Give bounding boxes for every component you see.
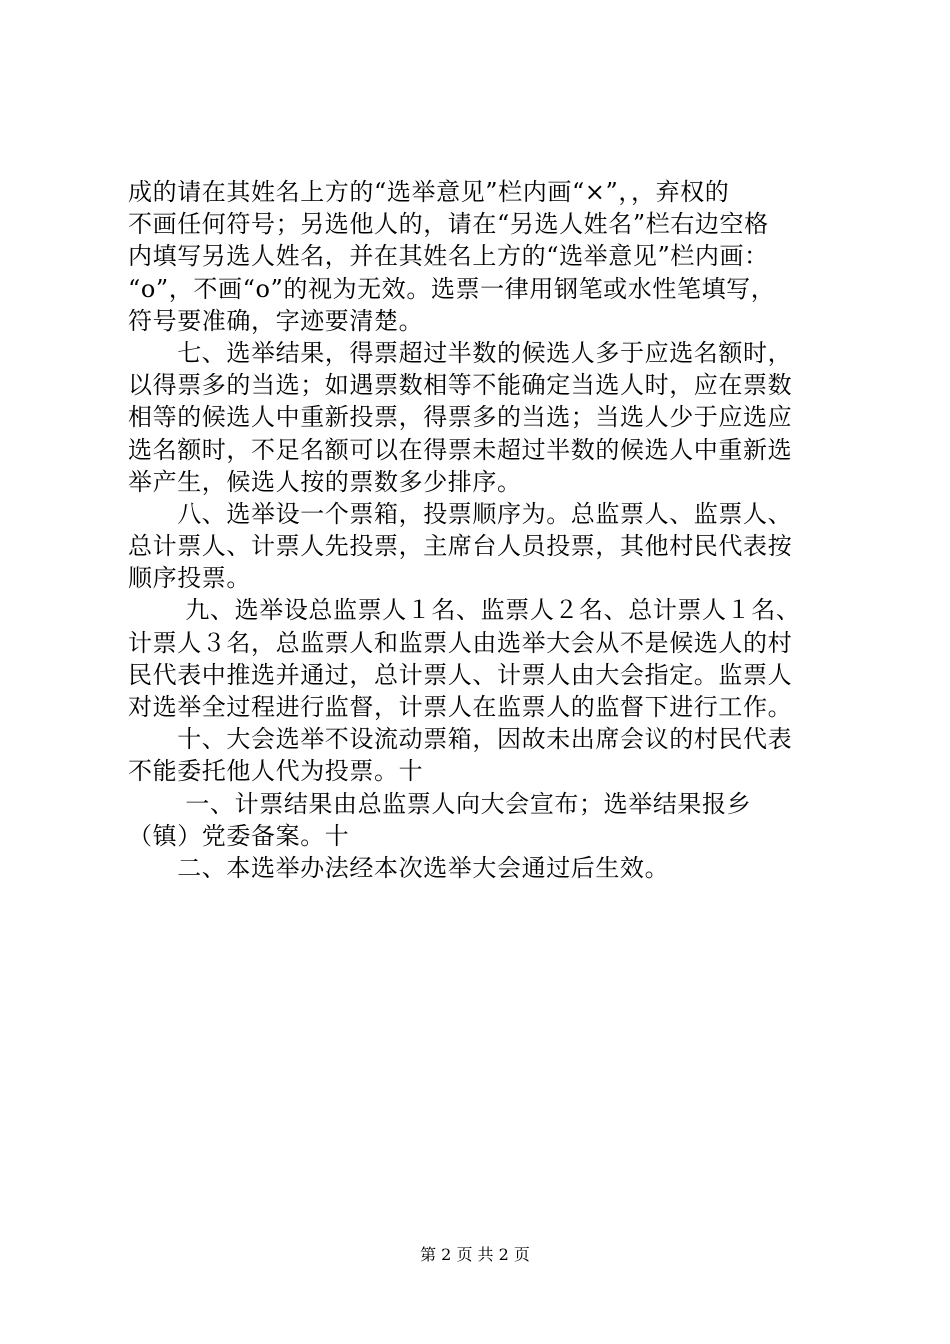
text-line: 八、选举设一个票箱，投票顺序为。总监票人、监票人、	[128, 499, 793, 528]
text-line: 九、选举设总监票人１名、监票人２名、总计票人１名、	[128, 596, 801, 625]
text-line: 顺序投票。	[128, 564, 251, 593]
text-line: 计票人３名，总监票人和监票人由选举大会从不是候选人的村	[128, 628, 793, 657]
text-line: 不能委托他人代为投票。十	[128, 757, 424, 786]
text-line: 对选举全过程进行监督，计票人在监票人的监督下进行工作。	[128, 693, 793, 721]
text-line: 选名额时，不足名额可以在得票未超过半数的候选人中重新选	[128, 435, 793, 464]
text-line: 一、计票结果由总监票人向大会宣布；选举结果报乡	[128, 789, 752, 818]
text-line: 以得票多的当选；如遇票数相等不能确定当选人时，应在票数	[128, 371, 793, 400]
text-line: 七、选举结果，得票超过半数的候选人多于应选名额时，	[128, 338, 793, 367]
text-line: （镇）党委备案。十	[128, 821, 350, 850]
text-line: 举产生，候选人按的票数多少排序。	[128, 467, 522, 496]
body-text	[128, 176, 848, 884]
text-line: 内填写另选人姓名，并在其姓名上方的“选举意见”栏内画：	[128, 242, 769, 271]
text-line: 总计票人、计票人先投票，主席台人员投票，其他村民代表按	[128, 532, 793, 561]
text-line: 二、本选举办法经本次选举大会通过后生效。	[128, 853, 670, 882]
text-line: 成的请在其姓名上方的“选举意见”栏内画“×”，，弃权的	[128, 178, 730, 206]
text-line: 不画任何符号；另选他人的，请在“另选人姓名”栏右边空格	[128, 210, 769, 239]
text-line: 符号要准确，字迹要清楚。	[128, 306, 424, 335]
text-line: 相等的候选人中重新投票，得票多的当选；当选人少于应选应	[128, 403, 793, 432]
text-line: “o”，不画“o”的视为无效。选票一律用钢笔或水性笔填写，	[128, 274, 776, 303]
page-footer: 第 2 页 共 2 页	[420, 1245, 530, 1264]
text-line: 民代表中推选并通过，总计票人、计票人由大会指定。监票人	[128, 660, 793, 689]
text-line: 十、大会选举不设流动票箱，因故未出席会议的村民代表	[128, 725, 793, 754]
